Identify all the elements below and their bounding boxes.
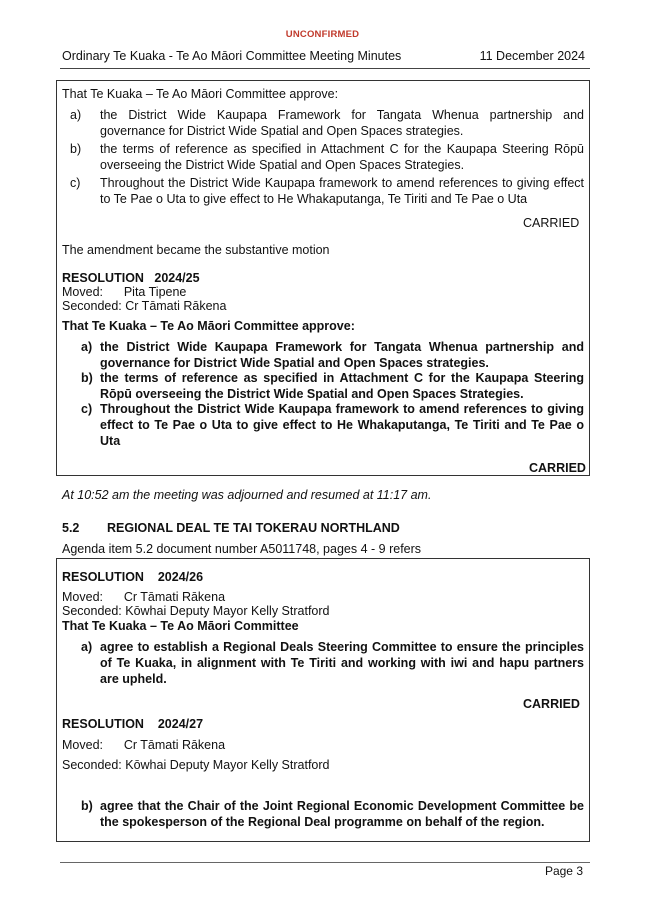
- moved-by: Moved: Cr Tāmati Rākena: [62, 590, 226, 604]
- motion-item: Throughout the District Wide Kaupapa framework to amend references to giving effect to Te Pae o Uta to give effect to He Whakaputanga, Te Tiriti and Te Pae o Uta: [100, 176, 584, 206]
- resolution-number: RESOLUTION 2024/27: [62, 717, 204, 731]
- resolution-item: agree to establish a Regional Deals Steering Committee to ensure the principles of Te Kuaka, in alignment with Te Tiriti and working with iwi and hapu partners are upheld.: [100, 640, 584, 686]
- resolution-approve: That Te Kuaka – Te Ao Māori Committee: [62, 619, 299, 633]
- item-label: a): [81, 640, 93, 654]
- adjournment-note: At 10:52 am the meeting was adjourned and resumed at 11:17 am.: [62, 488, 432, 502]
- moved-by: Moved: Cr Tāmati Rākena: [62, 738, 226, 752]
- resolution-approve: That Te Kuaka – Te Ao Māori Committee approve:: [62, 319, 355, 333]
- resolution-item: agree that the Chair of the Joint Regional Economic Development Committee be the spokesperson of the Regional Deal programme on behalf of the region.: [100, 799, 584, 829]
- item-label: b): [70, 142, 82, 156]
- resolution-number: RESOLUTION 2024/25: [62, 271, 200, 285]
- motion-item: the District Wide Kaupapa Framework for Tangata Whenua partnership and governance for District Wide Spatial and Open Spaces strategies.: [100, 108, 584, 138]
- item-label: a): [81, 340, 93, 354]
- moved-by: Moved: Pita Tipene: [62, 285, 187, 299]
- document-title: Ordinary Te Kuaka - Te Ao Māori Committee Meeting Minutes: [62, 49, 402, 63]
- item-label: c): [81, 402, 93, 416]
- amendment-note: The amendment became the substantive motion: [62, 243, 330, 257]
- item-label: a): [70, 108, 82, 122]
- motion-item: the terms of reference as specified in Attachment C for the Kaupapa Steering Rōpū overseeing the District Wide Spatial and Open Spaces Strategies.: [100, 142, 584, 172]
- carried-label: CARRIED: [523, 697, 580, 711]
- seconded-by: Seconded: Kōwhai Deputy Mayor Kelly Stratford: [62, 758, 330, 772]
- seconded-by: Seconded: Cr Tāmati Rākena: [62, 299, 227, 313]
- unconfirmed-label: UNCONFIRMED: [285, 29, 360, 40]
- resolution-number: RESOLUTION 2024/26: [62, 570, 204, 584]
- seconded-by: Seconded: Kōwhai Deputy Mayor Kelly Stratford: [62, 604, 330, 618]
- carried-label: CARRIED: [523, 216, 580, 230]
- item-label: c): [70, 176, 81, 190]
- motion-intro: That Te Kuaka – Te Ao Māori Committee approve:: [62, 87, 339, 101]
- item-label: b): [81, 371, 93, 385]
- page-number: Page 3: [544, 864, 583, 878]
- carried-label: CARRIED: [529, 461, 586, 475]
- meeting-date: 11 December 2024: [479, 49, 585, 63]
- footer-divider: [60, 862, 590, 863]
- resolution-item: Throughout the District Wide Kaupapa framework to amend references to giving effect to Te Pae o Uta to give effect to He Whakaputanga, Te Tiriti and Te Pae o Uta: [100, 402, 584, 448]
- header-divider: [60, 68, 590, 69]
- section-number: 5.2: [62, 521, 80, 535]
- agenda-reference: Agenda item 5.2 document number A5011748, pages 4 - 9 refers: [62, 542, 422, 556]
- resolution-item: the District Wide Kaupapa Framework for Tangata Whenua partnership and governance for District Wide Spatial and Open Spaces strategies.: [100, 340, 584, 370]
- section-title: REGIONAL DEAL TE TAI TOKERAU NORTHLAND: [107, 521, 400, 535]
- resolution-item: the terms of reference as specified in Attachment C for the Kaupapa Steering Rōpū overseeing the District Wide Spatial and Open Spaces Strategies.: [100, 371, 584, 401]
- item-label: b): [81, 799, 93, 813]
